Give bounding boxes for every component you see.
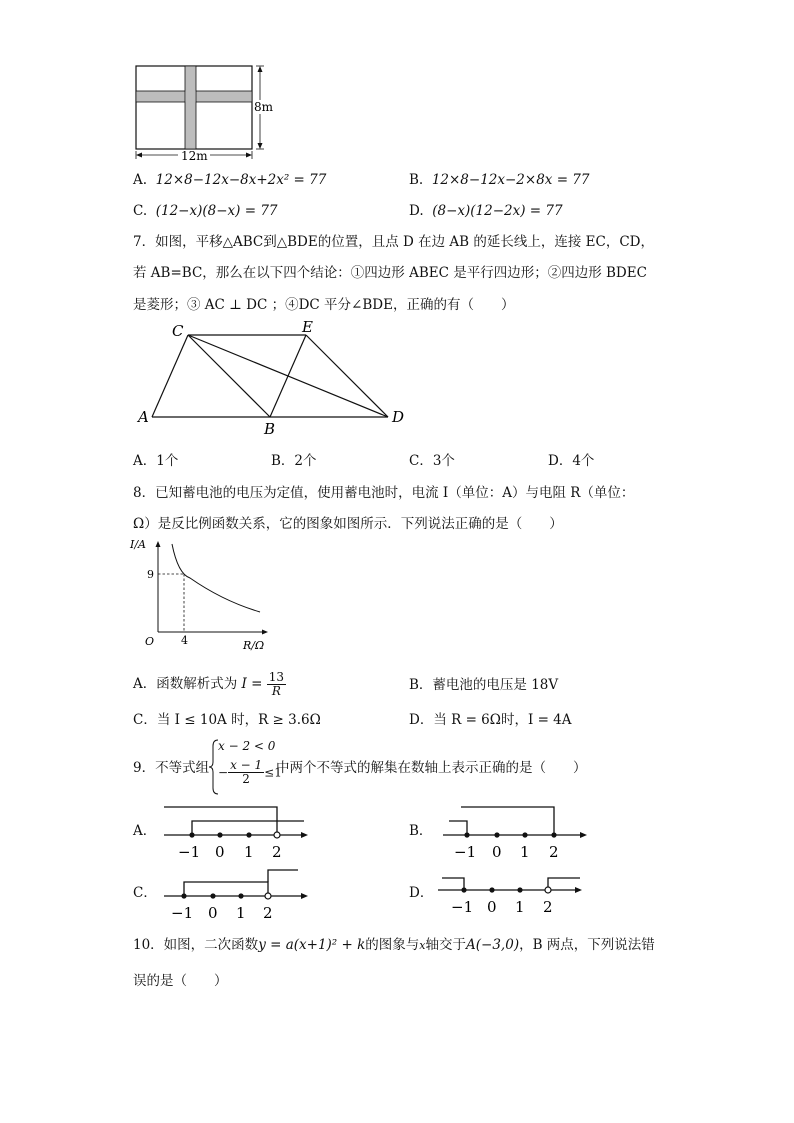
option-label: B.	[409, 172, 424, 188]
q10-text: 轴交于	[425, 937, 467, 953]
fraction-denominator: 2	[242, 772, 250, 786]
q10-line-2: 误的是（ ）	[133, 973, 228, 989]
fraction-numerator: x − 1	[230, 758, 263, 772]
hyperbola-curve	[172, 544, 260, 612]
line-ed	[306, 335, 388, 417]
option-label: B．	[271, 453, 295, 469]
width-label: 12m	[181, 149, 208, 163]
q10-text: 的图象与	[365, 937, 420, 953]
tick-label: 1	[236, 904, 246, 922]
fraction-denominator: R	[271, 684, 281, 698]
q7-option-b	[271, 452, 317, 470]
q6-option-d	[409, 202, 563, 220]
option-label: D．	[409, 712, 434, 728]
option-label: A．	[133, 453, 157, 469]
x-axis-label: R/Ω	[243, 639, 265, 651]
tick-label: −1	[454, 843, 477, 861]
formula-lhs: I =	[241, 676, 263, 692]
q6-option-c	[133, 202, 278, 220]
fraction-numerator: 13	[268, 670, 285, 684]
y-tick-9: 9	[147, 568, 154, 581]
q8-option-d	[409, 711, 572, 729]
q7-option-d	[548, 452, 594, 470]
inequality-2-sign: −	[218, 765, 229, 780]
fraction	[267, 671, 286, 698]
q9-number-line-d	[432, 862, 592, 928]
q9-number-line-a	[158, 801, 318, 867]
option-text: (8−x)(12−2x) = 77	[432, 203, 563, 219]
q8-graph	[128, 536, 278, 651]
inequality-1-text: x − 2 < 0	[218, 739, 276, 753]
tick-label: 1	[520, 843, 530, 861]
tick-label: 0	[208, 904, 218, 922]
point-a-label: A	[138, 408, 149, 426]
tick-label: 0	[492, 843, 502, 861]
q8-option-b	[409, 676, 558, 694]
tick-label: −1	[171, 904, 194, 922]
q10-text: ，B 两点，下列说法错	[519, 937, 655, 953]
q10-line-1	[133, 936, 655, 955]
inequality-2-fraction	[228, 759, 264, 786]
option-text: 当 R = 6Ω时，I = 4A	[433, 712, 572, 728]
q7-option-c	[409, 452, 455, 470]
option-text: 函数解析式为	[156, 676, 238, 692]
height-label: 8m	[254, 100, 274, 114]
q10-prefix: 10．如图，二次函数	[133, 937, 259, 953]
option-label: C．	[409, 453, 433, 469]
x-tick-4: 4	[181, 634, 188, 647]
q7-line-1: 7．如图，平移△ABC到△BDE的位置，且点 D 在边 AB 的延长线上，连接 EC，CD，	[133, 234, 654, 250]
q9-option-d-label: D．	[409, 885, 434, 901]
q7-line-2: 若 AB=BC，那么在以下四个结论：①四边形 ABEC 是平行四边形；②四边形 BDEC	[133, 265, 647, 281]
q8-option-c	[133, 711, 321, 729]
option-text: 当 I ≤ 10A 时，R ≥ 3.6Ω	[156, 712, 321, 728]
option-text: 12×8−12x−2×8x = 77	[431, 172, 590, 188]
q6-option-b	[409, 171, 589, 189]
option-label: C．	[133, 712, 157, 728]
option-label: C.	[133, 203, 148, 219]
tick-label: −1	[451, 898, 474, 916]
point-e-label: E	[302, 318, 313, 336]
inequality-2-rhs: ≤1	[264, 765, 282, 780]
inequality-2	[218, 759, 282, 786]
option-label: B．	[409, 677, 433, 693]
origin-label: O	[145, 635, 155, 648]
tick-label: 2	[543, 898, 553, 916]
q9-prefix: 9．不等式组	[133, 760, 210, 776]
line-cb	[188, 335, 270, 417]
option-text: 12×8−12x−8x+2x² = 77	[155, 172, 327, 188]
q8-line-1: 8．已知蓄电池的电压为定值，使用蓄电池时，电流 I（单位：A）与电阻 R（单位：	[133, 485, 635, 501]
point-c-label: C	[172, 322, 184, 340]
option-text: (12−x)(8−x) = 77	[155, 203, 278, 219]
option-label: D．	[548, 453, 573, 469]
option-text: 1个	[156, 453, 179, 469]
q9-suffix: 中两个不等式的解集在数轴上表示正确的是（ ）	[276, 760, 587, 776]
q7-line-3: 是菱形；③ AC ⊥ DC ；④DC 平分∠BDE，正确的有（ ）	[133, 297, 515, 313]
line-cd	[188, 335, 388, 417]
q6-option-a	[133, 171, 326, 189]
option-text: 蓄电池的电压是 18V	[432, 677, 559, 693]
q6-figure	[130, 60, 290, 165]
option-label: A．	[133, 676, 157, 692]
tick-label: 0	[215, 843, 225, 861]
option-label: D.	[409, 203, 424, 219]
q9-number-line-b	[437, 801, 597, 867]
tick-label: 2	[272, 843, 282, 861]
tick-label: 2	[263, 904, 273, 922]
option-text: 3个	[432, 453, 455, 469]
option-text: 2个	[294, 453, 317, 469]
q7-option-a	[133, 452, 178, 470]
tick-label: 0	[487, 898, 497, 916]
q7-figure	[136, 318, 416, 440]
q8-option-a	[133, 666, 286, 702]
option-text: 4个	[572, 453, 595, 469]
q10-axis: x	[419, 939, 426, 952]
q9-option-c-label: C．	[133, 885, 157, 901]
option-label: A.	[133, 172, 148, 188]
q9-number-line-c	[158, 862, 318, 928]
point-d-label: D	[392, 408, 405, 426]
tick-label: −1	[178, 843, 201, 861]
q9-option-b-label: B．	[409, 823, 433, 839]
tick-label: 1	[244, 843, 254, 861]
point-b-label: B	[264, 420, 276, 438]
tick-label: 2	[549, 843, 559, 861]
q8-line-2: Ω）是反比例函数关系，它的图象如图所示．下列说法正确的是（ ）	[133, 516, 563, 532]
y-axis-label: I/A	[130, 538, 146, 551]
q10-formula: y = a(x+1)² + k	[258, 937, 366, 953]
line-ac	[152, 335, 188, 417]
inequality-1	[218, 739, 275, 753]
q10-point-a: A(−3,0)	[466, 937, 520, 953]
vertical-road	[185, 66, 196, 149]
tick-label: 1	[515, 898, 525, 916]
q9-option-a-label: A．	[133, 823, 157, 839]
